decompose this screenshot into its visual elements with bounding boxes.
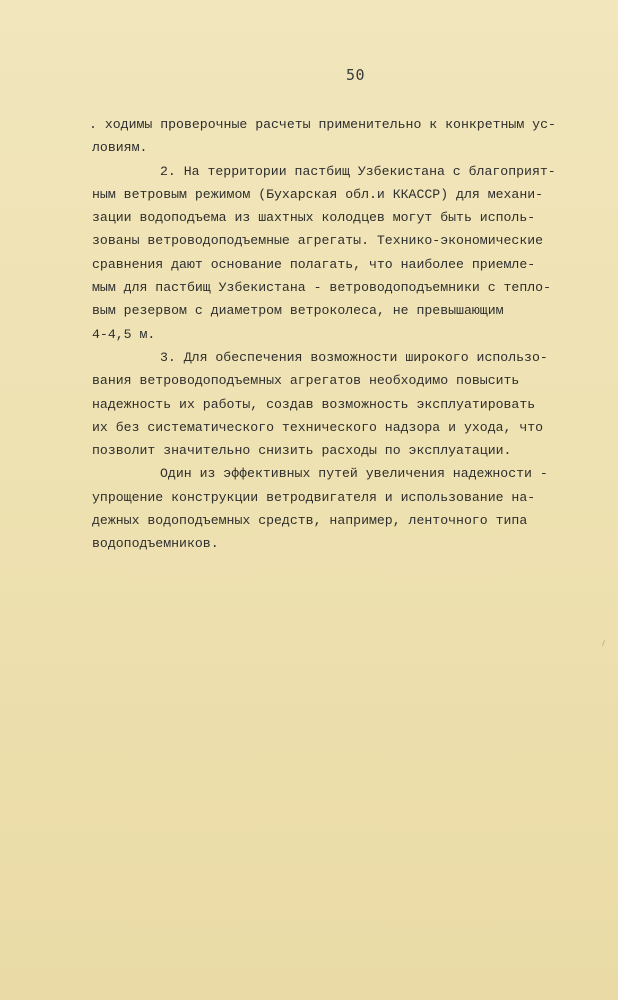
text-line: мым для пастбищ Узбекистана - ветроводоподъемники с тепло- bbox=[92, 280, 551, 296]
text-line: ловиям. bbox=[92, 140, 148, 156]
text-line: позволит значительно снизить расходы по эксплуатации. bbox=[92, 443, 512, 459]
paragraph-start-line: Один из эффективных путей увеличения надежности - bbox=[160, 466, 548, 482]
text-line: зации водоподъема из шахтных колодцев могут быть исполь- bbox=[92, 210, 536, 226]
text-line: вания ветроводоподъемных агрегатов необходимо повысить bbox=[92, 373, 520, 389]
text-line: дежных водоподъемных средств, например, ленточного типа bbox=[92, 513, 528, 529]
text-line: сравнения дают основание полагать, что наиболее приемле- bbox=[92, 256, 536, 272]
text-line: 4-4,5 м. bbox=[92, 326, 156, 342]
text-line: водоподъемников. bbox=[92, 536, 219, 552]
paragraph-start-line: 3. Для обеспечения возможности широкого использо- bbox=[160, 349, 548, 365]
text-line: надежность их работы, создав возможность эксплуатировать bbox=[92, 396, 536, 412]
text-line: вым резервом с диаметром ветроколеса, не превышающим bbox=[92, 303, 504, 319]
text-line: зованы ветроводоподъемные агрегаты. Технико-экономические bbox=[92, 233, 544, 249]
paragraph-start-line: 2. На территории пастбищ Узбекистана с благоприят- bbox=[160, 163, 556, 179]
text-line: . ходимы проверочные расчеты применительно к конкретным ус- bbox=[89, 117, 556, 132]
body-text bbox=[89, 113, 612, 556]
text-line: ным ветровым режимом (Бухарская обл.и ККАССР) для механи- bbox=[92, 186, 544, 202]
page-number: 50 bbox=[346, 66, 366, 84]
text-line: их без систематического технического надзора и ухода, что bbox=[92, 419, 544, 435]
text-line: упрощение конструкции ветродвигателя и использование на- bbox=[92, 489, 536, 505]
paper-speck bbox=[602, 640, 605, 646]
